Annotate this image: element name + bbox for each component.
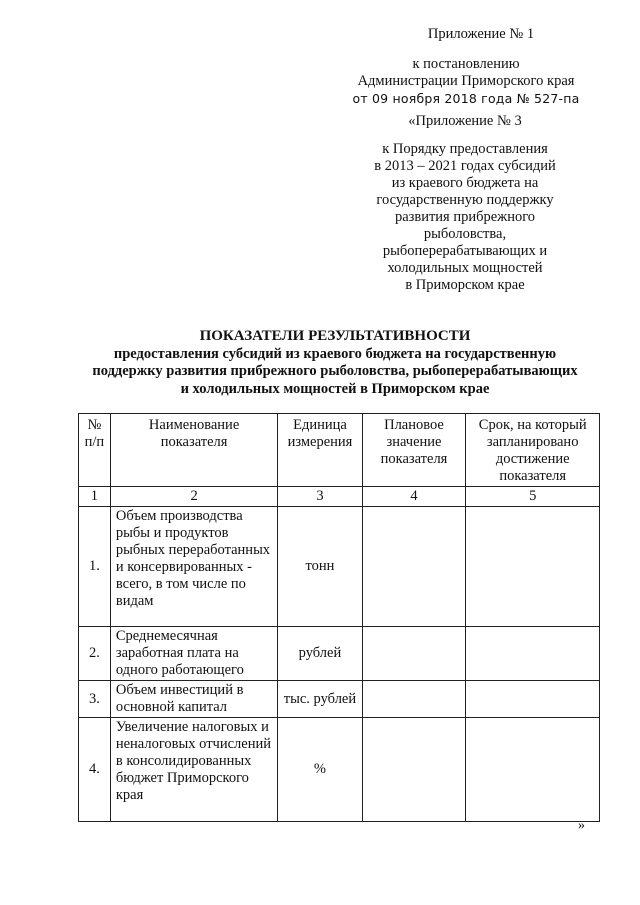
table-row xyxy=(79,627,600,681)
row-term xyxy=(466,718,600,822)
row-term xyxy=(466,507,600,627)
sub-appendix-line: рыболовства, xyxy=(423,226,507,242)
header-unit: Единица измерения xyxy=(278,414,362,487)
row-unit: тонн xyxy=(278,507,362,627)
header-plan: Плановое значение показателя xyxy=(362,414,466,487)
row-name: Увеличение налоговых и неналоговых отчислений в консолидированных бюджет Приморского края xyxy=(110,718,278,822)
row-name: Объем инвестиций в основной капитал xyxy=(110,681,278,718)
index-cell: 4 xyxy=(362,487,466,507)
sub-appendix-line: в Приморском крае xyxy=(405,277,525,293)
appendix-ref-line1: к постановлению xyxy=(412,56,520,72)
header-term: Срок, на который запланировано достижение показателя xyxy=(466,414,600,487)
title-main: ПОКАЗАТЕЛИ РЕЗУЛЬТАТИВНОСТИ xyxy=(199,328,471,344)
table-row xyxy=(79,507,600,627)
header-name: Наименование показателя xyxy=(110,414,278,487)
appendix-label: Приложение № 1 xyxy=(427,26,535,42)
row-unit: тыс. рублей xyxy=(278,681,362,718)
row-term xyxy=(466,627,600,681)
row-num: 4. xyxy=(79,718,111,822)
row-num: 1. xyxy=(79,507,111,627)
row-unit: % xyxy=(278,718,362,822)
row-plan xyxy=(362,507,466,627)
appendix-reference xyxy=(346,56,586,107)
sub-appendix-line: развития прибрежного xyxy=(394,209,536,225)
sub-appendix-line: холодильных мощностей xyxy=(387,260,543,276)
row-plan xyxy=(362,681,466,718)
indicators-table xyxy=(78,413,600,822)
appendix-ref-line2: Администрации Приморского края xyxy=(357,73,575,89)
row-num: 2. xyxy=(79,627,111,681)
header-num: № п/п xyxy=(79,414,111,487)
row-plan xyxy=(362,627,466,681)
title-sub: предоставления субсидий из краевого бюджета на государственную поддержку развития прибрежного рыболовства, рыбоперерабатывающих и холодильных мощностей в Приморском крае xyxy=(92,345,578,397)
sub-appendix-line: в 2013 – 2021 годах субсидий xyxy=(374,158,556,174)
sub-appendix-line: к Порядку предоставления xyxy=(382,141,548,157)
row-plan xyxy=(362,718,466,822)
sub-appendix-label: «Приложение № 3 xyxy=(408,113,522,129)
row-name: Объем производства рыбы и продуктов рыбных переработанных и консервированных - всего, в том числе по видам xyxy=(110,507,278,627)
document-title xyxy=(90,328,580,398)
row-num: 3. xyxy=(79,681,111,718)
row-name: Среднемесячная заработная плата на одного работающего xyxy=(110,627,278,681)
index-cell: 5 xyxy=(466,487,600,507)
sub-appendix-line: рыбоперерабатывающих и xyxy=(382,243,548,259)
sub-appendix-line: государственную поддержку xyxy=(376,192,554,208)
sub-appendix-line: из краевого бюджета на xyxy=(391,175,539,191)
row-unit: рублей xyxy=(278,627,362,681)
sub-appendix xyxy=(360,113,570,294)
table-index-row xyxy=(79,487,600,507)
appendix-ref-line3: от 09 ноября 2018 года № 527-па xyxy=(352,91,580,106)
closing-quote: » xyxy=(578,818,585,833)
table-row xyxy=(79,718,600,822)
index-cell: 1 xyxy=(79,487,111,507)
table-row xyxy=(79,681,600,718)
index-cell: 3 xyxy=(278,487,362,507)
row-term xyxy=(466,681,600,718)
index-cell: 2 xyxy=(110,487,278,507)
table-header-row xyxy=(79,414,600,487)
